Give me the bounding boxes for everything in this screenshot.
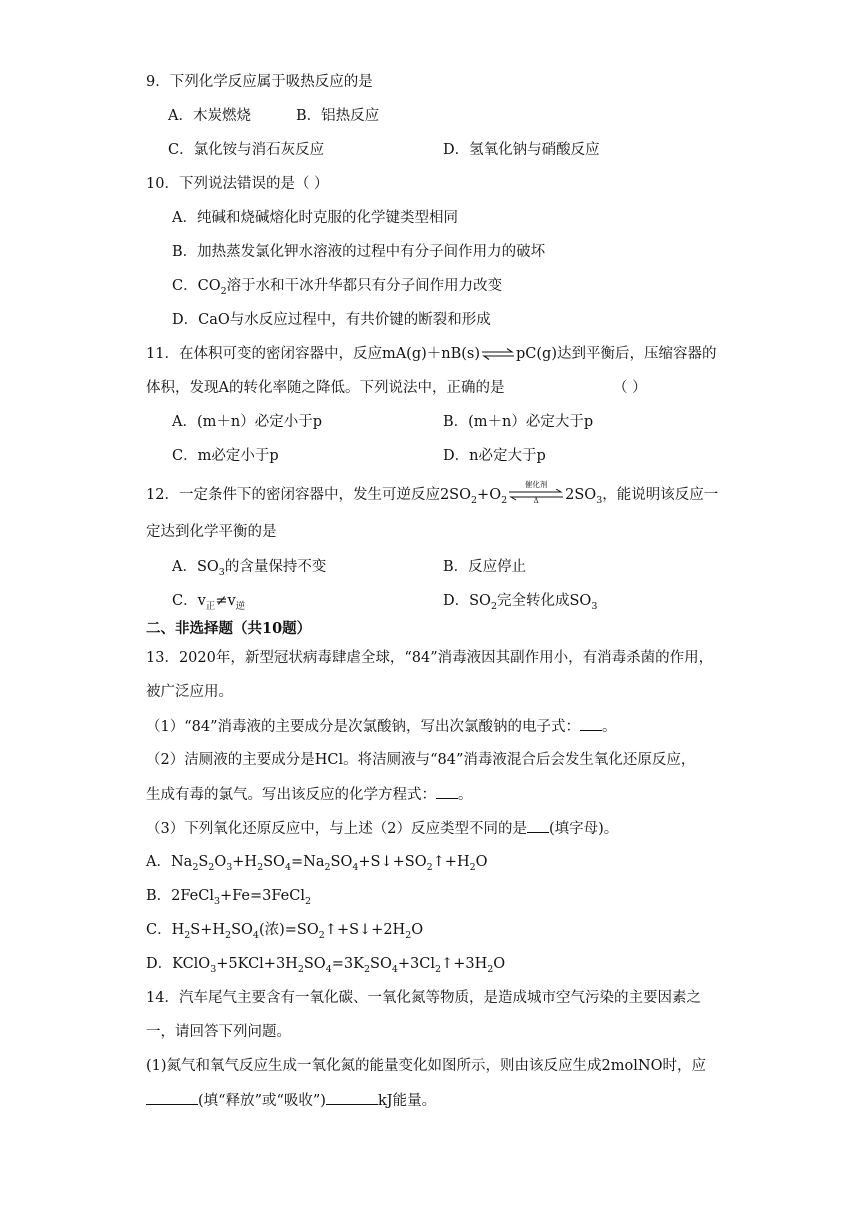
q14-part1-line2: (填“释放”或“吸收”) kJ能量。	[146, 1090, 436, 1111]
q12-stem: 12．一定条件下的密闭容器中，发生可逆反应$2SO_2+O_2$ 催化剂 Δ $2SO_3$，能说明该反应一	[146, 480, 719, 506]
q13-option-a: A．$Na_2S_2O_3+H_2SO_4=Na_2SO_4+S↓+SO_2↑+H_2O$	[146, 854, 488, 873]
q11-stem-line2: 体积，发现A的转化率随之降低。下列说法中，正确的是	[146, 380, 505, 396]
q12-option-b: B．反应停止	[443, 559, 527, 575]
q14-part1: (1)氮气和氧气反应生成一氧化氮的能量变化如图所示，则由该反应生成2molNO时，应	[146, 1058, 706, 1074]
q14-stem: 14．汽车尾气主要含有一氧化碳、一氧化氮等物质，是造成城市空气污染的主要因素之	[146, 990, 701, 1006]
q13-part2: （2）洁厕液的主要成分是HCl。将洁厕液与“84”消毒液混合后会发生氧化还原反应，	[146, 752, 696, 768]
q11-stem: 11．在体积可变的密闭容器中，反应mA(g)＋nB(s) pC(g)达到平衡后，压缩容器的	[146, 346, 717, 362]
catalyst-reversible-arrow: 催化剂 Δ	[508, 484, 564, 506]
q13-part3: （3）下列氧化还原反应中，与上述（2）反应类型不同的是 (填字母)。	[146, 818, 618, 839]
section-heading: 二、非选择题（共10题）	[146, 620, 312, 637]
q13-part1: （1）“84”消毒液的主要成分是次氯酸钠，写出次氯酸钠的电子式： 。	[146, 716, 617, 737]
q13-option-c: C．$H_2S+H_2SO_4$(浓)$=SO_2↑+S↓+2H_2O$	[146, 922, 424, 941]
q10-option-a: A．纯碱和烧碱熔化时克服的化学键类型相同	[172, 210, 458, 226]
q12-option-c: C．$v_正\ne v_逆$	[172, 593, 246, 612]
q9-option-a: A．木炭燃烧	[168, 108, 251, 124]
q9-option-b: B．铝热反应	[296, 108, 380, 124]
q11-option-d: D．n必定大于p	[443, 448, 546, 464]
reversible-arrow-icon	[481, 347, 515, 361]
q10-option-b: B．加热蒸发氯化钾水溶液的过程中有分子间作用力的破坏	[172, 244, 546, 260]
answer-blank[interactable]	[580, 716, 602, 731]
q13-part2-line2: 生成有毒的氯气。写出该反应的化学方程式： 。	[146, 784, 473, 805]
q9-option-c: C．氯化铵与消石灰反应	[168, 142, 325, 158]
q13-stem: 13．2020年，新型冠状病毒肆虐全球，“84”消毒液因其副作用小，有消毒杀菌的作用，	[146, 650, 714, 666]
q13-option-b: B．2FeCl$_3$+Fe=3FeCl$_2$	[146, 888, 312, 907]
q14-stem-line2: 一，请回答下列问题。	[146, 1024, 291, 1040]
q11-option-b: B．(m＋n）必定大于p	[443, 414, 594, 430]
q12-stem-line2: 定达到化学平衡的是	[146, 524, 277, 540]
answer-blank[interactable]	[326, 1090, 378, 1105]
answer-blank[interactable]	[436, 784, 458, 799]
answer-blank[interactable]	[527, 818, 549, 833]
q11-option-c: C．m必定小于p	[172, 448, 279, 464]
q13-option-d: D．$KClO_3+5KCl+3H_2SO_4=3K_2SO_4+3Cl_2↑+3H_2O$	[146, 956, 506, 975]
answer-blank[interactable]	[146, 1090, 198, 1105]
q11-option-a: A．(m＋n）必定小于p	[172, 414, 322, 430]
q10-stem: 10．下列说法错误的是（ ）	[146, 176, 329, 192]
q11-answer-paren: （ ）	[613, 380, 647, 396]
q13-stem-line2: 被广泛应用。	[146, 684, 233, 700]
q10-option-c: C．$CO_2$溶于水和干冰升华都只有分子间作用力改变	[172, 278, 503, 297]
q9-option-d: D．氢氧化钠与硝酸反应	[443, 142, 600, 158]
q12-option-a: A．$SO_3$的含量保持不变	[172, 559, 327, 578]
q10-option-d: D．CaO与水反应过程中，有共价键的断裂和形成	[172, 312, 491, 328]
q9-stem: 9．下列化学反应属于吸热反应的是	[146, 74, 373, 90]
q12-option-d: D．$SO_2$完全转化成$SO_3$	[443, 593, 598, 612]
